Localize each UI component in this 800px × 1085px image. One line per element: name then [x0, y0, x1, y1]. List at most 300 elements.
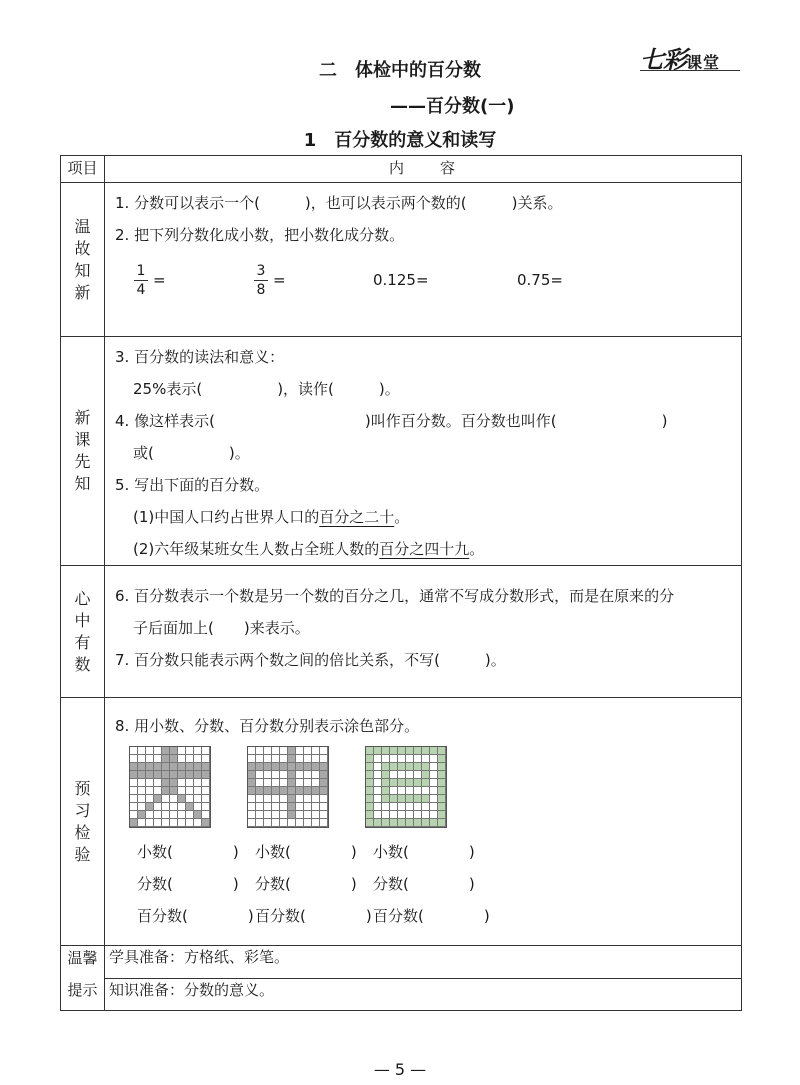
fraction-numerator: 1 [134, 262, 148, 281]
section-label-review: 温故知新 [74, 216, 91, 302]
grid-cell [272, 811, 280, 819]
answer-percent: 百分数( ) [373, 907, 490, 925]
grid-cell [256, 795, 264, 803]
grid-cell [438, 787, 446, 795]
grid-cell [288, 811, 296, 819]
grid-cell [178, 819, 186, 827]
decimal-item: 0.75= [517, 271, 563, 289]
grid-cell [296, 779, 304, 787]
grid-cell [130, 779, 138, 787]
equals-sign: = [153, 271, 166, 289]
grid-cell [296, 763, 304, 771]
grid-cell [438, 819, 446, 827]
question-4: 4. 像这样表示( )叫作百分数。百分数也叫作( ) [115, 412, 668, 430]
grid-cell [398, 819, 406, 827]
grid-cell [264, 755, 272, 763]
shaded-grid-da [129, 746, 211, 828]
grid-cell [438, 795, 446, 803]
grid-cell [374, 803, 382, 811]
grid-cell [202, 747, 210, 755]
grid-cell [178, 787, 186, 795]
grid-cell [264, 763, 272, 771]
brand-main: 七彩 [640, 45, 686, 74]
grid-cell [304, 747, 312, 755]
grid-cell [146, 779, 154, 787]
grid-cell [170, 803, 178, 811]
grid-cell [288, 779, 296, 787]
grid-cell [202, 811, 210, 819]
grid-cell [382, 771, 390, 779]
grid-cell [170, 747, 178, 755]
grid-cell [146, 819, 154, 827]
grid-cell [248, 755, 256, 763]
grid-cell [256, 763, 264, 771]
lesson-title: 1 百分数的意义和读写 [303, 130, 497, 151]
grid-cell [178, 771, 186, 779]
answer-percent: 百分数( ) [255, 907, 372, 925]
grid-cell [202, 771, 210, 779]
grid-cell [272, 763, 280, 771]
grid-cell [430, 787, 438, 795]
grid-cell [146, 803, 154, 811]
grid-cell [366, 771, 374, 779]
grid-cell [320, 811, 328, 819]
grid-cell [406, 755, 414, 763]
grid-cell [256, 771, 264, 779]
grid-cell [248, 779, 256, 787]
q5b-end: 。 [469, 540, 485, 558]
grid-cell [248, 819, 256, 827]
grid-cell [390, 755, 398, 763]
grid-cell [202, 763, 210, 771]
grid-cell [194, 795, 202, 803]
grid-cell [304, 811, 312, 819]
grid-cell [138, 819, 146, 827]
grid-cell [414, 795, 422, 803]
grid-cell [154, 795, 162, 803]
grid-cell [154, 763, 162, 771]
question-6b: 子后面加上( )来表示。 [133, 619, 310, 637]
grid-cell [374, 787, 382, 795]
grid-cell [312, 803, 320, 811]
conversion-row [115, 251, 733, 309]
grid-cell [146, 787, 154, 795]
grid-cell [170, 795, 178, 803]
grid-cell [304, 763, 312, 771]
grid-cell [162, 795, 170, 803]
grid-cell [162, 755, 170, 763]
grid-cell [414, 803, 422, 811]
grid-cell [312, 747, 320, 755]
grid-cell [430, 747, 438, 755]
grid-cell [374, 771, 382, 779]
grid-cell [390, 747, 398, 755]
grid-cell [264, 787, 272, 795]
grid-cell [202, 803, 210, 811]
answer-decimal: 小数( ) [255, 843, 357, 861]
q5a-text: (1)中国人口约占世界人口的 [133, 508, 320, 526]
grid-cell [374, 755, 382, 763]
grid-cell [320, 747, 328, 755]
grid-cell [130, 755, 138, 763]
grid-cell [398, 811, 406, 819]
grid-cell [406, 771, 414, 779]
grid-cell [430, 771, 438, 779]
grid-cell [280, 803, 288, 811]
grid-cell [414, 779, 422, 787]
fraction-item [115, 262, 253, 299]
grid-cell [138, 755, 146, 763]
grid-cell [288, 747, 296, 755]
grid-cell [186, 811, 194, 819]
unit-subtitle: ——百分数(一) [390, 96, 515, 117]
brand-sub: 课堂 [686, 53, 721, 72]
grid-cell [154, 803, 162, 811]
grid-cell [430, 803, 438, 811]
grid-cell [366, 763, 374, 771]
grid-cell [264, 819, 272, 827]
fraction-numerator: 3 [254, 262, 268, 281]
grid-cell [430, 755, 438, 763]
grid-cell [130, 803, 138, 811]
grid-cell [414, 811, 422, 819]
grid-cell [366, 755, 374, 763]
q5b-text: (2)六年级某班女生人数占全班人数的 [133, 540, 380, 558]
grid-cell [312, 771, 320, 779]
grid-cell [130, 763, 138, 771]
grid-cell [264, 779, 272, 787]
grid-cell [272, 755, 280, 763]
grid-cell [248, 811, 256, 819]
answer-decimal: 小数( ) [373, 843, 475, 861]
grid-cell [430, 819, 438, 827]
grid-cell [280, 755, 288, 763]
grid-cell [138, 803, 146, 811]
grid-cell [374, 763, 382, 771]
grid-cell [312, 787, 320, 795]
grid-cell [248, 795, 256, 803]
grid-cell [162, 811, 170, 819]
grid-cell [366, 803, 374, 811]
grid-cell [382, 803, 390, 811]
grid-cell [398, 763, 406, 771]
grid-cell [138, 795, 146, 803]
grid-cell [382, 763, 390, 771]
grid-cell [186, 795, 194, 803]
grid-cell [186, 803, 194, 811]
grid-cell [154, 771, 162, 779]
grid-cell [382, 787, 390, 795]
answer-fraction: 分数( ) [373, 875, 475, 893]
grid-cell [406, 811, 414, 819]
grid-cell [398, 747, 406, 755]
grid-cell [304, 787, 312, 795]
question-5b [115, 533, 733, 565]
grid-cell [186, 755, 194, 763]
section-new [61, 337, 742, 566]
grid-cell [272, 779, 280, 787]
grid-cell [390, 803, 398, 811]
grid-cell [178, 755, 186, 763]
grid-cell [170, 787, 178, 795]
grid-cell [170, 819, 178, 827]
grid-cell [280, 795, 288, 803]
grid-cell [130, 819, 138, 827]
grid-cell [194, 771, 202, 779]
grid-cell [382, 755, 390, 763]
fraction-denominator: 4 [136, 281, 146, 298]
grid-cell [146, 795, 154, 803]
grid-cell [130, 795, 138, 803]
grid-cell [146, 755, 154, 763]
grid-cell [288, 771, 296, 779]
grid-cell [186, 747, 194, 755]
answer-percent: 百分数( ) [137, 907, 254, 925]
grid-cell [422, 811, 430, 819]
grid-cell [390, 763, 398, 771]
grid-cell [264, 811, 272, 819]
grid-cell [256, 747, 264, 755]
grid-cell [320, 771, 328, 779]
grid-cell [438, 763, 446, 771]
grid-cell [178, 779, 186, 787]
unit-title: 二 体检中的百分数 [319, 60, 481, 81]
grid-cell [264, 771, 272, 779]
grid-cell [382, 779, 390, 787]
question-5: 5. 写出下面的百分数。 [115, 476, 270, 494]
grid-cell [154, 779, 162, 787]
section-label-heart: 心中有数 [74, 588, 91, 674]
grid-cell [170, 779, 178, 787]
grid-cell [178, 811, 186, 819]
grid-cell [288, 819, 296, 827]
question-8: 8. 用小数、分数、百分数分别表示涂色部分。 [115, 717, 420, 735]
grid-cell [256, 803, 264, 811]
grid-cell [288, 803, 296, 811]
question-3a: 25%表示( )，读作( )。 [133, 380, 400, 398]
grid-cell [138, 771, 146, 779]
grid-cell [272, 787, 280, 795]
grid-cell [390, 787, 398, 795]
grid-cell [422, 747, 430, 755]
grid-cell [130, 811, 138, 819]
grid-cell [248, 763, 256, 771]
grid-cell [170, 811, 178, 819]
grid-cell [438, 803, 446, 811]
grid-cell [406, 763, 414, 771]
grid-cell [304, 819, 312, 827]
grid-cell [272, 795, 280, 803]
answer-fraction: 分数( ) [137, 875, 239, 893]
grid-cell [202, 819, 210, 827]
grid-cell [320, 787, 328, 795]
grid-cell [146, 811, 154, 819]
answer-column-3 [373, 836, 491, 932]
tip-line-2: 知识准备：分数的意义。 [105, 978, 742, 1011]
fraction-item [253, 262, 373, 299]
tip-label-1: 温馨 [61, 946, 105, 979]
grid-cell [264, 795, 272, 803]
grid-cell [186, 763, 194, 771]
grid-cell [178, 803, 186, 811]
grid-cell [374, 779, 382, 787]
fraction [253, 262, 269, 299]
grid-cell [146, 763, 154, 771]
grid-cell [272, 803, 280, 811]
question-1: 1. 分数可以表示一个( )，也可以表示两个数的( )关系。 [115, 194, 563, 212]
grid-cell [390, 811, 398, 819]
grid-cell [304, 771, 312, 779]
grid-cell [406, 779, 414, 787]
grid-cell [288, 763, 296, 771]
grid-cell [320, 803, 328, 811]
grid-cell [256, 811, 264, 819]
grid-cell [414, 819, 422, 827]
grid-cell [280, 771, 288, 779]
grid-cell [194, 811, 202, 819]
grid-cell [288, 755, 296, 763]
grid-cell [312, 795, 320, 803]
grid-cell [430, 795, 438, 803]
grid-cell [146, 771, 154, 779]
section-label-new: 新课先知 [74, 408, 91, 493]
grid-cell [398, 803, 406, 811]
grid-cell [382, 819, 390, 827]
grid-cell [304, 755, 312, 763]
grid-cell [280, 747, 288, 755]
grid-cell [154, 755, 162, 763]
grid-cell [248, 787, 256, 795]
grid-cell [194, 787, 202, 795]
grid-cell [130, 771, 138, 779]
grid-cell [194, 819, 202, 827]
grid-cell [422, 803, 430, 811]
grid-cell [280, 811, 288, 819]
q5a-end: 。 [394, 508, 410, 526]
grid-cell [154, 787, 162, 795]
grid-cell [162, 747, 170, 755]
grid-cell [422, 771, 430, 779]
header-item: 项目 [61, 156, 105, 183]
section-review [61, 183, 742, 337]
grid-cell [312, 779, 320, 787]
answer-column-1 [137, 836, 255, 932]
grid-cell [390, 795, 398, 803]
worksheet-table [60, 155, 742, 1011]
grid-cell [272, 747, 280, 755]
grid-cell [186, 779, 194, 787]
grid-cell [256, 787, 264, 795]
grid-cell [366, 779, 374, 787]
grid-cell [430, 779, 438, 787]
grid-cell [312, 755, 320, 763]
grid-cell [194, 803, 202, 811]
shaded-grid-hui [365, 746, 447, 828]
grid-cell [406, 787, 414, 795]
grid-cell [130, 787, 138, 795]
grid-cell [162, 803, 170, 811]
grid-cell [272, 819, 280, 827]
grid-cell [138, 779, 146, 787]
question-4b: 或( )。 [133, 444, 250, 462]
grid-cell [390, 779, 398, 787]
grid-cell [170, 755, 178, 763]
question-3: 3. 百分数的读法和意义： [115, 348, 285, 366]
grid-cell [248, 803, 256, 811]
grid-cell [154, 747, 162, 755]
grid-cell [430, 811, 438, 819]
answer-columns [115, 836, 733, 932]
grid-cell [366, 787, 374, 795]
grid-cell [154, 819, 162, 827]
grid-cell [138, 763, 146, 771]
grid-cell [398, 795, 406, 803]
grid-cell [146, 747, 154, 755]
grid-cell [296, 771, 304, 779]
grid-cell [248, 771, 256, 779]
grid-cell [374, 819, 382, 827]
grid-cell [256, 819, 264, 827]
grid-cell [194, 755, 202, 763]
grid-cell [296, 755, 304, 763]
grid-cell [272, 771, 280, 779]
grid-cell [422, 787, 430, 795]
grid-cell [288, 787, 296, 795]
grid-cell [398, 787, 406, 795]
grid-cell [256, 779, 264, 787]
grid-cell [422, 819, 430, 827]
grid-cell [296, 747, 304, 755]
grid-cell [438, 811, 446, 819]
decimal-item: 0.125= [373, 271, 429, 289]
grid-cell [312, 819, 320, 827]
grid-cell [202, 779, 210, 787]
grid-cell [178, 747, 186, 755]
grid-cell [438, 747, 446, 755]
grid-cell [438, 779, 446, 787]
question-2: 2. 把下列分数化成小数，把小数化成分数。 [115, 226, 405, 244]
q5a-underlined: 百分之二十 [319, 508, 395, 526]
grid-cell [438, 755, 446, 763]
grid-cell [414, 755, 422, 763]
grid-cell [414, 747, 422, 755]
answer-decimal: 小数( ) [137, 843, 239, 861]
grid-figures [115, 746, 733, 828]
grid-cell [382, 811, 390, 819]
grid-cell [414, 763, 422, 771]
grid-cell [430, 763, 438, 771]
grid-cell [170, 771, 178, 779]
question-5a [115, 501, 733, 533]
grid-cell [422, 779, 430, 787]
grid-cell [366, 747, 374, 755]
grid-cell [280, 787, 288, 795]
grid-cell [186, 819, 194, 827]
answer-fraction: 分数( ) [255, 875, 357, 893]
grid-cell [366, 811, 374, 819]
grid-cell [438, 771, 446, 779]
grid-cell [162, 787, 170, 795]
fraction [133, 262, 149, 299]
grid-cell [194, 779, 202, 787]
grid-cell [374, 811, 382, 819]
grid-cell [374, 795, 382, 803]
grid-cell [320, 763, 328, 771]
grid-cell [366, 819, 374, 827]
question-7: 7. 百分数只能表示两个数之间的倍比关系，不写( )。 [115, 651, 506, 669]
grid-cell [186, 787, 194, 795]
grid-cell [296, 819, 304, 827]
